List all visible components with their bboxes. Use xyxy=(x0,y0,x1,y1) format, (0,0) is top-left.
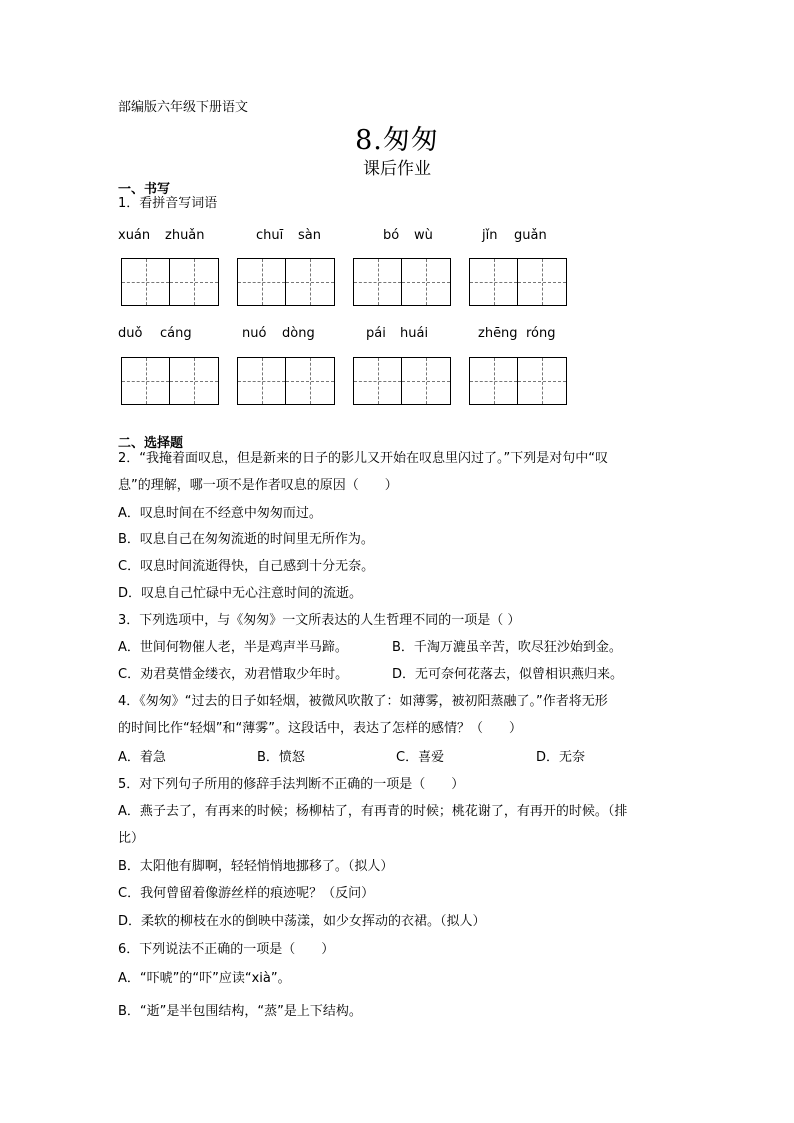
question-6-stem: 6．下列说法不正确的一项是（ ） xyxy=(118,942,335,957)
pinyin-7a: pái xyxy=(366,326,386,341)
question-1-stem: 1．看拼音写词语 xyxy=(118,196,218,211)
question-4-option-d: D．无奈 xyxy=(536,750,586,765)
writing-grid-7[interactable] xyxy=(353,357,451,405)
section-choice-title: 二、选择题 xyxy=(118,436,184,451)
pinyin-8a: zhēng xyxy=(478,326,518,341)
pinyin-7b: huái xyxy=(400,326,429,341)
question-2-stem-line1: 2．“我掩着面叹息，但是新来的日子的影儿又开始在叹息里闪过了。”下列是对句中“叹 xyxy=(118,451,608,466)
question-6-option-a: A．“吓唬”的“吓”应读“xià”。 xyxy=(118,971,291,986)
pinyin-3a: bó xyxy=(383,228,400,243)
pinyin-6b: dòng xyxy=(282,326,315,341)
pinyin-5b: cáng xyxy=(160,326,192,341)
pinyin-4a: jǐn xyxy=(482,228,498,243)
question-2-option-c: C．叹息时间流逝得快，自己感到十分无奈。 xyxy=(118,559,375,574)
question-4-stem-line2: 的时间比作“轻烟”和“薄雾”。这段话中，表达了怎样的感情？（ ） xyxy=(118,721,522,736)
writing-grid-5[interactable] xyxy=(121,357,219,405)
question-2-option-d: D．叹息自己忙碌中无心注意时间的流逝。 xyxy=(118,586,363,601)
question-2-option-a: A．叹息时间在不经意中匆匆而过。 xyxy=(118,506,322,521)
pinyin-3b: wù xyxy=(414,228,433,243)
pinyin-6a: nuó xyxy=(242,326,267,341)
question-6-option-b: B．“逝”是半包围结构，“蒸”是上下结构。 xyxy=(118,1004,362,1019)
writing-grid-6[interactable] xyxy=(237,357,335,405)
question-5-stem: 5．对下列句子所用的修辞手法判断不正确的一项是（ ） xyxy=(118,777,465,792)
pinyin-8b: róng xyxy=(526,326,556,341)
question-5-option-b: B．太阳他有脚啊，轻轻悄悄地挪移了。（拟人） xyxy=(118,859,394,874)
question-5-option-c: C．我何曾留着像游丝样的痕迹呢？（反问） xyxy=(118,886,375,901)
page-subtitle: 课后作业 xyxy=(363,159,431,179)
writing-grid-2[interactable] xyxy=(237,258,335,306)
section-writing-title: 一、书写 xyxy=(118,182,171,197)
question-4-option-a: A．着急 xyxy=(118,750,166,765)
question-2-option-b: B．叹息自己在匆匆流逝的时间里无所作为。 xyxy=(118,532,374,547)
page-title: 8.匆匆 xyxy=(355,125,439,156)
writing-grid-3[interactable] xyxy=(353,258,451,306)
pinyin-2a: chuī xyxy=(256,228,284,243)
question-3-option-a: A．世间何物催人老，半是鸡声半马蹄。 xyxy=(118,640,348,655)
pinyin-4b: guǎn xyxy=(514,228,547,243)
writing-grid-8[interactable] xyxy=(469,357,567,405)
pinyin-1b: zhuǎn xyxy=(165,228,205,243)
question-2-stem-line2: 息”的理解，哪一项不是作者叹息的原因（ ） xyxy=(118,478,398,493)
question-5-option-a-line2: 比） xyxy=(118,831,145,846)
document-header: 部编版六年级下册语文 xyxy=(118,100,249,115)
question-4-stem-line1: 4．《匆匆》“过去的日子如轻烟，被微风吹散了：如薄雾，被初阳蒸融了。”作者将无形 xyxy=(118,694,608,709)
writing-grid-1[interactable] xyxy=(121,258,219,306)
question-4-option-c: C．喜爱 xyxy=(396,750,445,765)
question-5-option-a-line1: A．燕子去了，有再来的时候；杨柳枯了，有再青的时候；桃花谢了，有再开的时候。（排 xyxy=(118,804,628,819)
pinyin-2b: sàn xyxy=(298,228,321,243)
question-3-option-b: B．千淘万漉虽辛苦，吹尽狂沙始到金。 xyxy=(392,640,622,655)
question-3-option-c: C．劝君莫惜金缕衣，劝君惜取少年时。 xyxy=(118,667,349,682)
writing-grid-4[interactable] xyxy=(469,258,567,306)
question-3-stem: 3．下列选项中，与《匆匆》一文所表达的人生哲理不同的一项是（ ） xyxy=(118,613,521,628)
question-5-option-d: D．柔软的柳枝在水的倒映中荡漾，如少女挥动的衣裙。（拟人） xyxy=(118,914,486,929)
question-3-option-d: D．无可奈何花落去，似曾相识燕归来。 xyxy=(392,667,624,682)
question-4-option-b: B．愤怒 xyxy=(257,750,305,765)
pinyin-5a: duǒ xyxy=(118,326,143,341)
pinyin-1a: xuán xyxy=(118,228,151,243)
